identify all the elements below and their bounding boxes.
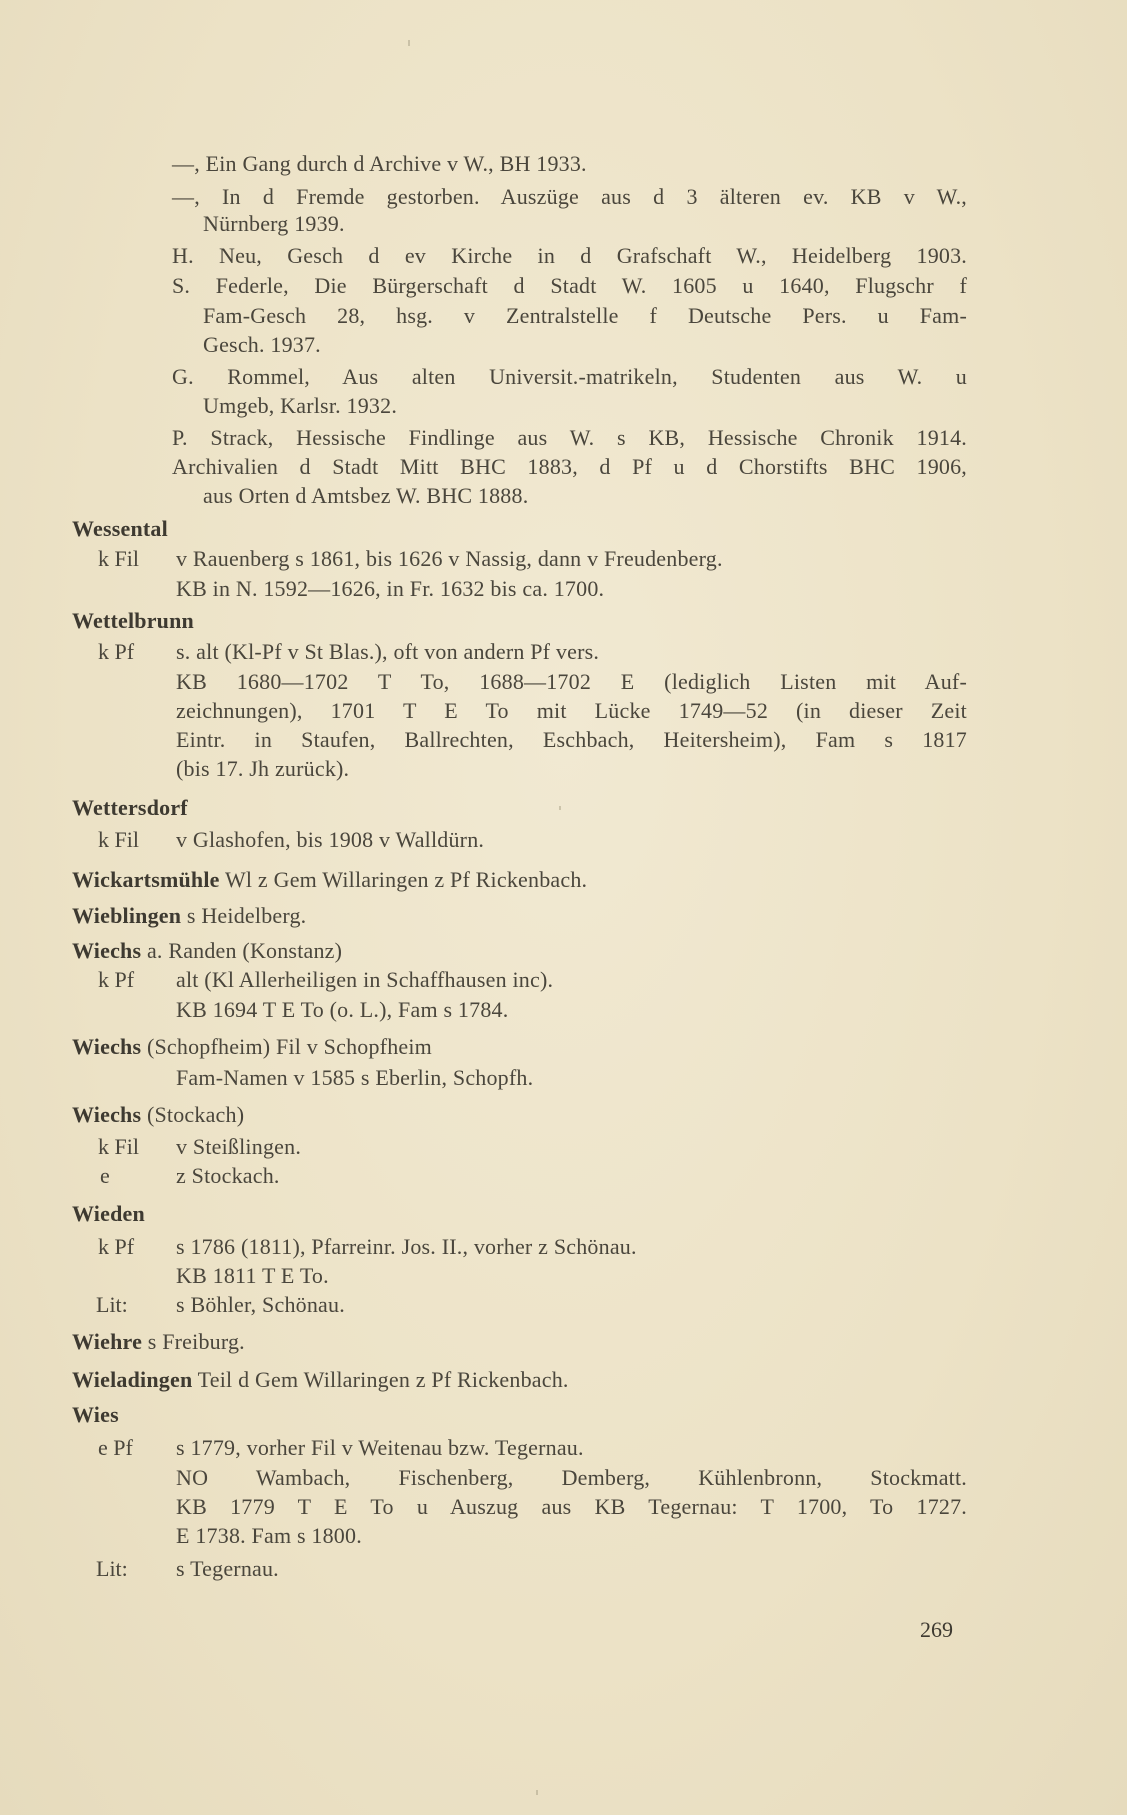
headword: Wieladingen [72, 1367, 193, 1392]
lit-line: s Tegernau. [176, 1556, 279, 1581]
entry-heading [72, 937, 342, 965]
headword: Wiechs [72, 938, 142, 963]
headword: Wettelbrunn [72, 608, 194, 633]
entry-line: KB 1694 T E To (o. L.), Fam s 1784. [176, 997, 509, 1022]
entry-text: (Stockach) [141, 1102, 245, 1127]
entry-label: k Fil [98, 1134, 139, 1159]
literature-line: S. Federle, Die Bürgerschaft d Stadt W. 1605 u 1640, Flugschr f [172, 273, 967, 298]
headword: Wiehre [72, 1329, 143, 1354]
entry-wieblingen [72, 902, 306, 930]
entry-wieladingen [72, 1366, 569, 1394]
entry-line: v Steißlingen. [176, 1134, 302, 1159]
lit-label: Lit: [96, 1292, 128, 1317]
entry-line: KB 1811 T E To. [176, 1263, 329, 1288]
literature-line: —, Ein Gang durch d Archive v W., BH 1933. [172, 151, 587, 176]
entry-line: z Stockach. [176, 1163, 280, 1188]
entry-label: k Pf [98, 639, 135, 664]
literature-line: G. Rommel, Aus alten Universit.-matrikeln, Studenten aus W. u [172, 364, 967, 389]
headword: Wiechs [72, 1034, 142, 1059]
entry-text: Wl z Gem Willaringen z Pf Rickenbach. [219, 867, 588, 892]
entry-label: k Fil [98, 827, 139, 852]
literature-line: Umgeb, Karlsr. 1932. [203, 393, 398, 418]
headword: Wessental [72, 516, 168, 541]
entry-line: E 1738. Fam s 1800. [176, 1523, 362, 1548]
entry-text: a. Randen (Konstanz) [141, 938, 343, 963]
entry-label: k Pf [98, 967, 135, 992]
headword: Wieblingen [72, 903, 182, 928]
entry-heading [72, 1101, 244, 1129]
headword: Wies [72, 1402, 119, 1427]
entry-text: s Freiburg. [142, 1329, 245, 1354]
entry-line: NO Wambach, Fischenberg, Demberg, Kühlenbronn, Stockmatt. [176, 1465, 967, 1490]
lit-label: Lit: [96, 1556, 128, 1581]
literature-line: H. Neu, Gesch d ev Kirche in d Grafschaft W., Heidelberg 1903. [172, 243, 967, 268]
entry-label: e Pf [98, 1435, 133, 1460]
entry-line: s 1779, vorher Fil v Weitenau bzw. Tegernau. [176, 1435, 584, 1460]
literature-line: —, In d Fremde gestorben. Auszüge aus d 3 älteren ev. KB v W., [172, 184, 967, 209]
entry-text: (Schopfheim) Fil v Schopfheim [141, 1034, 432, 1059]
entry-label: e [100, 1163, 110, 1188]
literature-line: Fam-Gesch 28, hsg. v Zentralstelle f Deutsche Pers. u Fam- [203, 303, 967, 328]
entry-line: s 1786 (1811), Pfarreinr. Jos. II., vorher z Schönau. [176, 1234, 637, 1259]
paper-speck [536, 1790, 538, 1795]
entry-wiehre [72, 1328, 245, 1356]
entry-text: Teil d Gem Willaringen z Pf Rickenbach. [192, 1367, 569, 1392]
literature-line: Gesch. 1937. [203, 332, 321, 357]
entry-line: KB 1779 T E To u Auszug aus KB Tegernau: T 1700, To 1727. [176, 1494, 967, 1519]
entry-line: s. alt (Kl-Pf v St Blas.), oft von andern Pf vers. [176, 639, 600, 664]
page-number: 269 [920, 1617, 953, 1642]
entry-label: k Fil [98, 546, 139, 571]
entry-line: v Glashofen, bis 1908 v Walldürn. [176, 827, 485, 852]
entry-line: Fam-Namen v 1585 s Eberlin, Schopfh. [176, 1065, 534, 1090]
entry-line: (bis 17. Jh zurück). [176, 756, 350, 781]
literature-line: Archivalien d Stadt Mitt BHC 1883, d Pf u d Chorstifts BHC 1906, [172, 454, 967, 479]
lit-line: s Böhler, Schönau. [176, 1292, 345, 1317]
headword: Wickartsmühle [72, 867, 220, 892]
entry-line: Eintr. in Staufen, Ballrechten, Eschbach, Heitersheim), Fam s 1817 [176, 727, 967, 752]
literature-line: P. Strack, Hessische Findlinge aus W. s KB, Hessische Chronik 1914. [172, 425, 967, 450]
headword: Wettersdorf [72, 795, 188, 820]
entry-line: alt (Kl Allerheiligen in Schaffhausen inc). [176, 967, 554, 992]
literature-line: aus Orten d Amtsbez W. BHC 1888. [203, 483, 529, 508]
headword: Wiechs [72, 1102, 142, 1127]
entry-line: v Rauenberg s 1861, bis 1626 v Nassig, dann v Freudenberg. [176, 546, 723, 571]
entry-line: zeichnungen), 1701 T E To mit Lücke 1749—52 (in dieser Zeit [176, 698, 967, 723]
entry-heading [72, 1033, 432, 1061]
paper-speck [408, 40, 410, 46]
entry-line: KB 1680—1702 T To, 1688—1702 E (lediglich Listen mit Auf- [176, 669, 967, 694]
entry-text: s Heidelberg. [181, 903, 307, 928]
entry-label: k Pf [98, 1234, 135, 1259]
paper-speck [559, 806, 561, 810]
literature-line: Nürnberg 1939. [203, 211, 345, 236]
entry-line: KB in N. 1592—1626, in Fr. 1632 bis ca. 1700. [176, 576, 605, 601]
headword: Wieden [72, 1201, 145, 1226]
entry-wickartsmuehle [72, 866, 587, 894]
